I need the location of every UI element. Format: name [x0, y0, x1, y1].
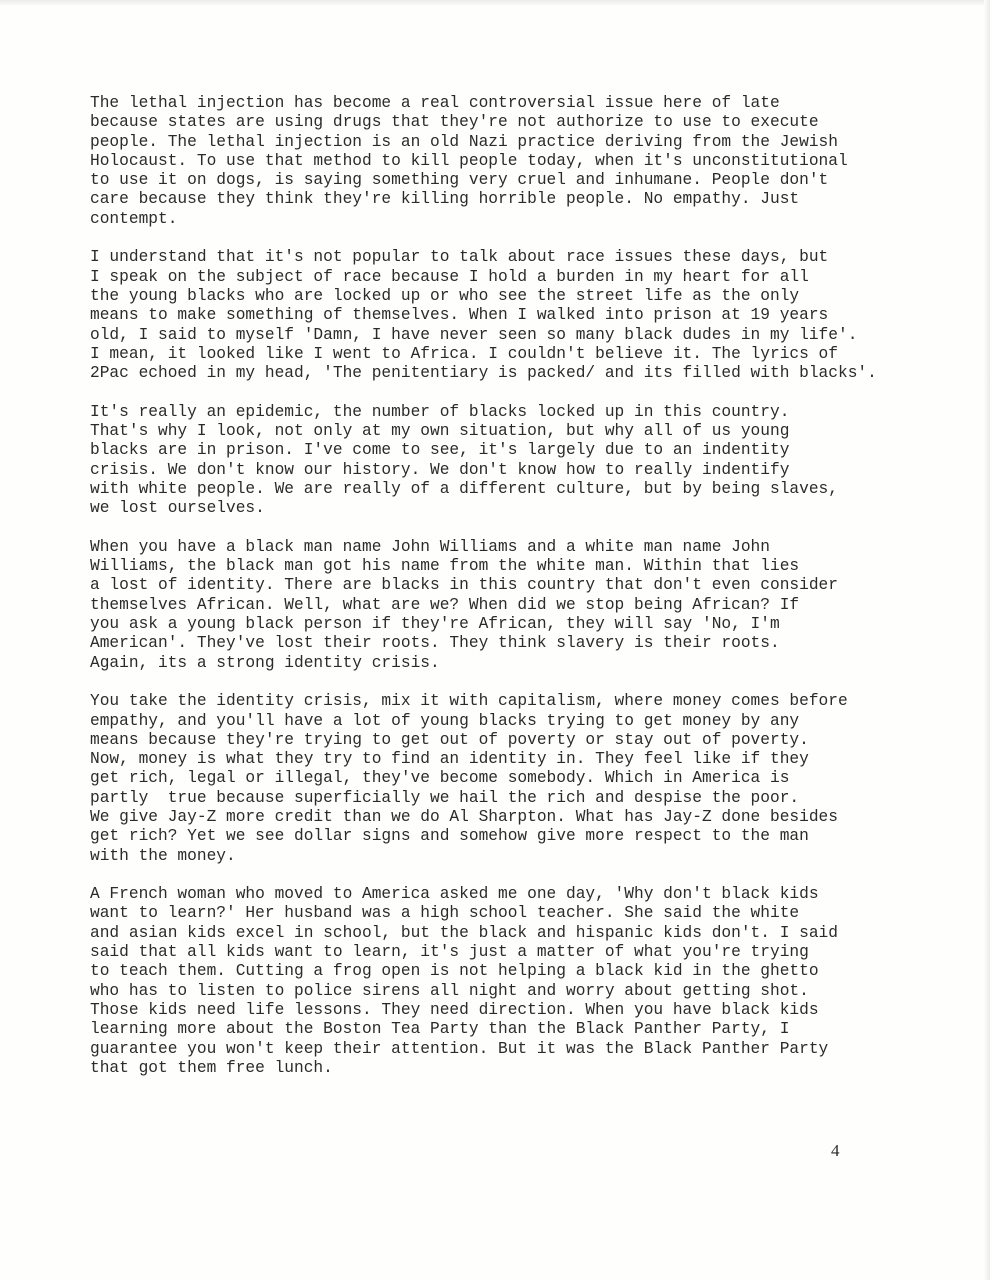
paragraph-capitalism: You take the identity crisis, mix it with capitalism, where money comes before empathy, and you'll have a lot of young blacks trying to get money by any means because they're trying to get out of poverty or stay out of poverty. Now, money is what they try to find an identity in. They feel like if they get rich, legal or illegal, they've become somebody. Which in America is partly true because superficially we hail the rich and despise the poor. We give Jay-Z more credit than we do Al Sharpton. What has Jay-Z done besides get rich? Yet we see dollar signs and somehow give more respect to the man with the money.: [90, 692, 848, 865]
paragraph-race-issues: I understand that it's not popular to talk about race issues these days, but I speak on the subject of race because I hold a burden in my heart for all the young blacks who are locked up or who see the street life as the only means to make something of themselves. When I walked into prison at 19 years old, I said to myself 'Damn, I have never seen so many black dudes in my life'. I mean, it looked like I went to Africa. I couldn't believe it. The lyrics of 2Pac echoed in my head, 'The penitentiary is packed/ and its filled with blacks'.: [90, 248, 877, 383]
paragraph-french-woman: A French woman who moved to America asked me one day, 'Why don't black kids want to learn?' Her husband was a high school teacher. She said the white and asian kids excel in school, but the black and hispanic kids don't. I said said that all kids want to learn, it's just a matter of what you're trying to teach them. Cutting a frog open is not helping a black kid in the ghetto who has to listen to police sirens all night and worry about getting shot. Those kids need life lessons. They need direction. When you have black kids learning more about the Boston Tea Party than the Black Panther Party, I guarantee you won't keep their attention. But it was the Black Panther Party that got them free lunch.: [90, 885, 838, 1077]
page-right-edge: [984, 0, 990, 1280]
page-number: 4: [831, 1141, 840, 1160]
paragraph-epidemic: It's really an epidemic, the number of blacks locked up in this country. That's why I look, not only at my own situation, but why all of us young blacks are in prison. I've come to see, it's largely due to an indentity crisis. We don't know our history. We don't know how to really indentify with white people. We are really of a different culture, but by being slaves, we lost ourselves.: [90, 402, 838, 518]
body-text: [90, 94, 877, 1097]
page-top-edge: [0, 0, 990, 6]
paragraph-lethal-injection: The lethal injection has become a real controversial issue here of late because states are using drugs that they're not authorize to use to execute people. The lethal injection is an old Nazi practice deriving from the Jewish Holocaust. To use that method to kill people today, when it's unconstitutional to use it on dogs, is saying something very cruel and inhumane. People don't care because they think they're killing horrible people. No empathy. Just contempt.: [90, 94, 848, 228]
paragraph-john-williams: When you have a black man name John Williams and a white man name John Williams, the black man got his name from the white man. Within that lies a lost of identity. There are blacks in this country that don't even consider themselves African. Well, what are we? When did we stop being African? If you ask a young black person if they're African, they will say 'No, I'm American'. They've lost their roots. They think slavery is their roots. Again, its a strong identity crisis.: [90, 537, 838, 672]
